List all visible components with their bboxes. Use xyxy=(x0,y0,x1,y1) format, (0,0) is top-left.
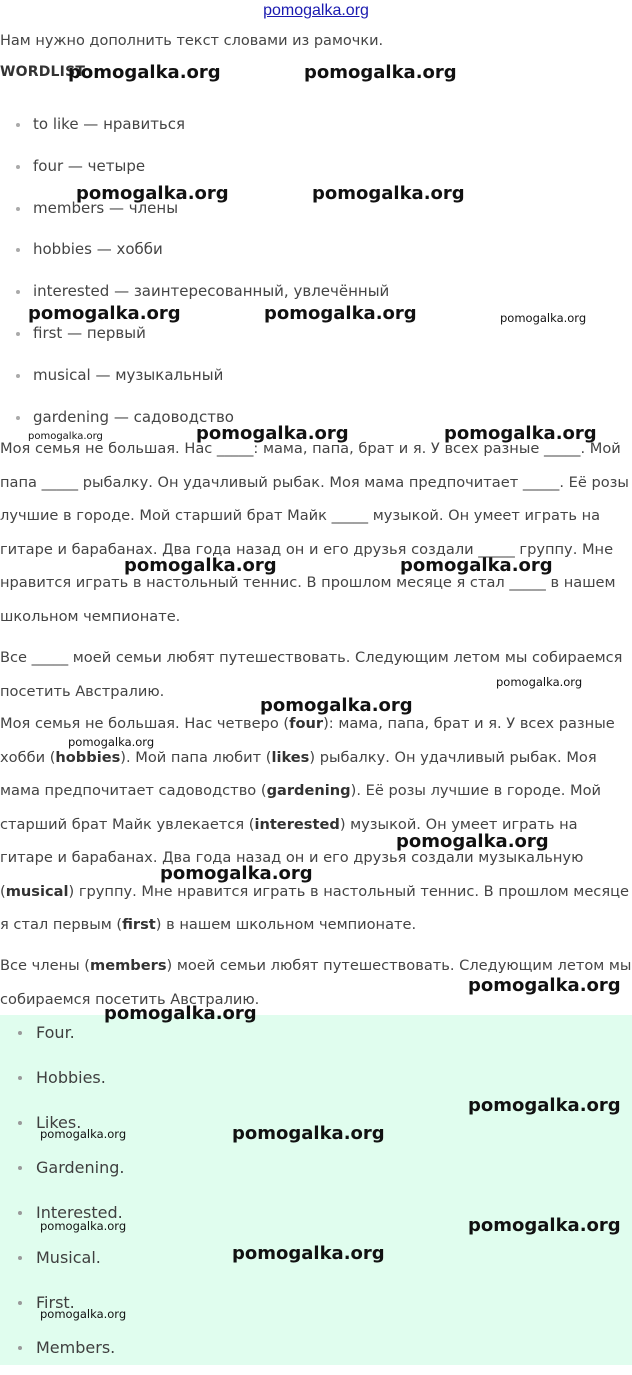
watermark: pomogalka.org xyxy=(500,311,587,325)
watermark: pomogalka.org xyxy=(68,62,221,83)
answer-item: Musical. xyxy=(0,1240,632,1285)
solution-paragraph-1 xyxy=(0,707,632,942)
solution-text: ) в нашем школьном чемпионате. xyxy=(155,916,417,933)
watermark: pomogalka.org xyxy=(396,831,549,852)
blank: _____ xyxy=(331,507,369,524)
answer-item: Likes. xyxy=(0,1105,632,1150)
solution-text: ). Её розы лучшие в городе. Мой старший брат Майк увлекается ( xyxy=(0,782,601,833)
list-item: interested — заинтересованный, увлечённый xyxy=(0,271,632,313)
task-text: моей семьи любят путешествовать. Следующим летом мы собираемся посетить Австралию. xyxy=(0,649,623,700)
watermark: pomogalka.org xyxy=(40,1219,127,1233)
watermark: pomogalka.org xyxy=(312,183,465,204)
answer-word: musical xyxy=(5,882,69,900)
watermark: pomogalka.org xyxy=(68,735,155,749)
watermark: pomogalka.org xyxy=(496,675,583,689)
answer-item: Gardening. xyxy=(0,1150,632,1195)
list-item: to like — нравиться xyxy=(0,104,632,146)
answers-block xyxy=(0,1015,632,1365)
watermark: pomogalka.org xyxy=(124,555,277,576)
watermark: pomogalka.org xyxy=(40,1307,127,1321)
wordlist-title: WORDLIST xyxy=(0,64,86,80)
watermark: pomogalka.org xyxy=(468,975,621,996)
task-paragraph-2 xyxy=(0,641,632,708)
answer-item: Four. xyxy=(0,1015,632,1060)
task-text: музыкой. Он умеет играть на гитаре и барабанах. Два года назад он и его друзья создали xyxy=(0,507,601,558)
list-item: members — члены xyxy=(0,188,632,230)
site-link[interactable]: pomogalka.org xyxy=(263,2,369,19)
watermark: pomogalka.org xyxy=(444,423,597,444)
watermark: pomogalka.org xyxy=(232,1243,385,1264)
solution-text: Все члены ( xyxy=(0,957,90,974)
answer-word: first xyxy=(122,916,156,933)
blank: _____ xyxy=(216,440,254,457)
watermark: pomogalka.org xyxy=(264,303,417,324)
answer-word: likes xyxy=(271,748,310,766)
solution-text: Моя семья не большая. Нас четверо ( xyxy=(0,715,290,732)
answer-item: Interested. xyxy=(0,1195,632,1240)
task-text: Все xyxy=(0,649,32,666)
answer-item: Members. xyxy=(0,1330,632,1375)
solution-text: ) рыбалку. Он удачливый рыбак. Моя мама предпочитает садоводство ( xyxy=(0,748,597,799)
watermark: pomogalka.org xyxy=(232,1123,385,1144)
list-item: gardening — садоводство xyxy=(0,397,632,439)
answer-word: hobbies xyxy=(55,748,121,766)
solution-text: ). Мой папа любит ( xyxy=(120,748,272,766)
watermark: pomogalka.org xyxy=(196,423,349,444)
watermark: pomogalka.org xyxy=(40,1127,127,1141)
watermark: pomogalka.org xyxy=(104,1003,257,1024)
task-text: . Мой папа xyxy=(0,440,621,491)
list-item: musical — музыкальный xyxy=(0,355,632,397)
answer-word: interested xyxy=(254,815,340,833)
task-text: в нашем школьном чемпионате. xyxy=(0,574,616,625)
task-text: группу. Мне нравится играть в настольный теннис. В прошлом месяце я стал xyxy=(0,540,614,591)
watermark: pomogalka.org xyxy=(28,303,181,324)
task-text: рыбалку. Он удачливый рыбак. Моя мама предпочитает xyxy=(78,473,523,491)
blank: _____ xyxy=(509,574,546,591)
solution-text: ) группу. Мне нравится играть в настольный теннис. В прошлом месяце я стал первым ( xyxy=(0,882,630,933)
blank: _____ xyxy=(41,473,79,491)
blank: _____ xyxy=(522,473,560,491)
watermark: pomogalka.org xyxy=(304,62,457,83)
blank: _____ xyxy=(31,649,69,666)
watermark: pomogalka.org xyxy=(468,1215,621,1236)
task-text: : мама, папа, брат и я. У всех разные xyxy=(253,440,544,457)
list-item: hobbies — хобби xyxy=(0,229,632,271)
intro-text: Нам нужно дополнить текст словами из рамочки. xyxy=(0,33,384,49)
solution-paragraph-2 xyxy=(0,949,632,1016)
answer-item: First. xyxy=(0,1285,632,1330)
watermark: pomogalka.org xyxy=(400,555,553,576)
watermark: pomogalka.org xyxy=(468,1095,621,1116)
solution-text: ) музыкой. Он умеет играть на гитаре и барабанах. Два года назад он и его друзья создали музыкальную ( xyxy=(0,815,584,900)
task-text: . Её розы лучшие в городе. Мой старший брат Майк xyxy=(0,473,629,524)
task-text: Моя семья не большая. Нас xyxy=(0,440,217,457)
answer-word: four xyxy=(289,715,324,732)
list-item: first — первый xyxy=(0,313,632,355)
blank: _____ xyxy=(543,440,581,457)
watermark: pomogalka.org xyxy=(28,431,103,442)
blank: _____ xyxy=(478,540,515,558)
solution-text: ) моей семьи любят путешествовать. Следующим летом мы собираемся посетить Австралию. xyxy=(0,957,632,1008)
watermark: pomogalka.org xyxy=(160,863,313,884)
answer-word: members xyxy=(89,957,167,974)
watermark: pomogalka.org xyxy=(76,183,229,204)
watermark: pomogalka.org xyxy=(260,695,413,716)
solution-text: ): мама, папа, брат и я. У всех разные хобби ( xyxy=(0,715,615,766)
answer-word: gardening xyxy=(266,782,351,799)
wordlist xyxy=(0,104,632,438)
list-item: four — четыре xyxy=(0,146,632,188)
answer-item: Hobbies. xyxy=(0,1060,632,1105)
task-paragraph-1 xyxy=(0,432,632,633)
